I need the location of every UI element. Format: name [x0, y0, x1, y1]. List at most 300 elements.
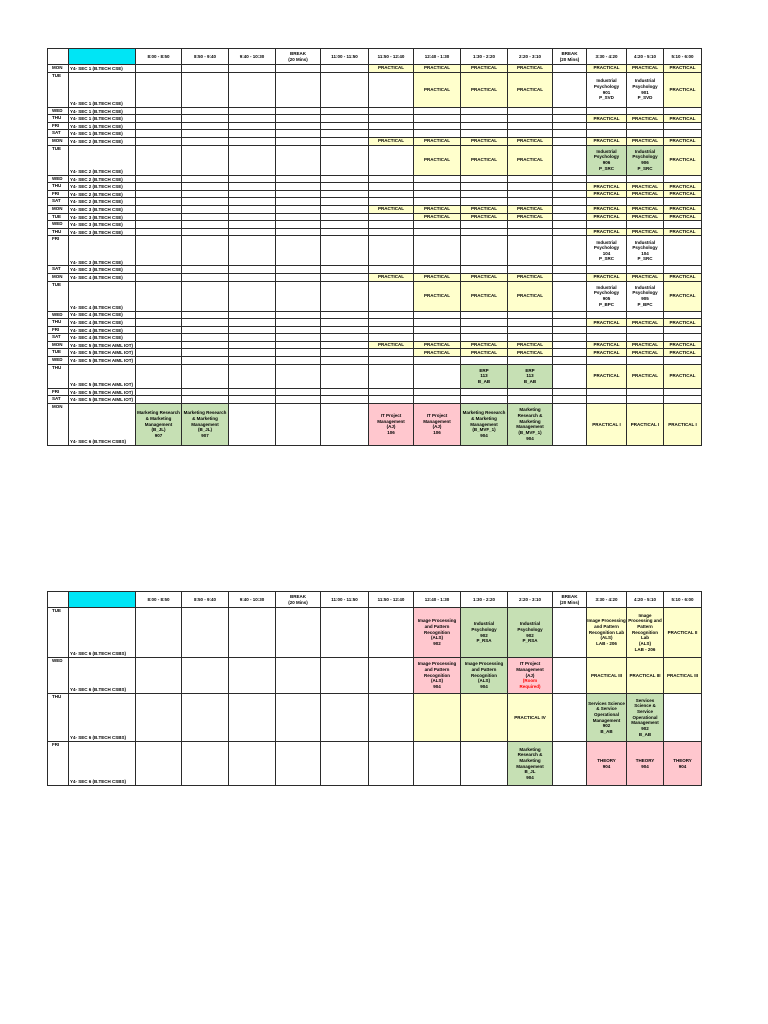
break-cell: [553, 266, 587, 274]
empty-slot-cell: [136, 349, 182, 357]
section-cell: Y4- SEC 6 (B.TECH CSBS): [69, 403, 136, 445]
empty-slot-cell: [664, 311, 702, 319]
empty-slot-cell: [229, 137, 276, 145]
class-cell: PRACTICAL IV: [508, 694, 553, 742]
empty-slot-cell: [136, 65, 182, 73]
empty-slot-cell: [182, 145, 229, 175]
day-cell: TUE: [48, 72, 69, 107]
break-header: BREAK (20 Mins): [276, 592, 321, 608]
empty-slot-cell: [508, 221, 553, 229]
break-cell: [276, 326, 321, 334]
empty-slot-cell: [369, 334, 414, 342]
break-cell: [276, 388, 321, 396]
empty-slot-cell: [321, 388, 369, 396]
empty-slot-cell: [136, 388, 182, 396]
break-cell: [553, 364, 587, 388]
empty-slot-cell: [321, 65, 369, 73]
empty-slot-cell: [182, 396, 229, 404]
break-cell: [553, 326, 587, 334]
break-cell: [276, 65, 321, 73]
empty-slot-cell: [461, 175, 508, 183]
empty-slot-cell: [369, 130, 414, 138]
empty-slot-cell: [321, 137, 369, 145]
empty-slot-cell: [414, 388, 461, 396]
class-cell: PRACTICAL: [587, 341, 627, 349]
break-cell: [553, 311, 587, 319]
empty-slot-cell: [461, 130, 508, 138]
empty-slot-cell: [182, 349, 229, 357]
class-cell: Industrial Psychology 902 P_RSA: [461, 608, 508, 658]
empty-slot-cell: [321, 198, 369, 206]
section-cell: Y4- SEC 6 (B.TECH CSBS): [69, 694, 136, 742]
empty-slot-cell: [136, 396, 182, 404]
class-cell: PRACTICAL: [664, 364, 702, 388]
break-cell: [276, 403, 321, 445]
empty-slot-cell: [229, 326, 276, 334]
empty-slot-cell: [664, 122, 702, 130]
class-cell: PRACTICAL: [508, 341, 553, 349]
class-cell: PRACTICAL: [461, 72, 508, 107]
empty-slot-cell: [321, 213, 369, 221]
empty-slot-cell: [369, 319, 414, 327]
empty-slot-cell: [664, 198, 702, 206]
empty-slot-cell: [508, 130, 553, 138]
empty-slot-cell: [664, 388, 702, 396]
day-cell: SAT: [48, 130, 69, 138]
empty-slot-cell: [369, 236, 414, 266]
empty-slot-cell: [136, 326, 182, 334]
day-cell: FRI: [48, 326, 69, 334]
empty-slot-cell: [321, 72, 369, 107]
class-cell: PRACTICAL: [664, 72, 702, 107]
class-cell: PRACTICAL: [627, 273, 664, 281]
section-cell: Y4- SEC 5 (B.TECH AIML IOT): [69, 341, 136, 349]
empty-slot-cell: [182, 72, 229, 107]
empty-slot-cell: [587, 107, 627, 115]
empty-slot-cell: [414, 311, 461, 319]
class-cell: PRACTICAL: [664, 137, 702, 145]
schedule-row: [48, 334, 702, 342]
class-cell: PRACTICAL: [587, 115, 627, 123]
section-cell: Y4- SEC 1 (B.TECH CSE): [69, 122, 136, 130]
empty-slot-cell: [369, 608, 414, 658]
empty-slot-cell: [136, 273, 182, 281]
schedule-row: [48, 349, 702, 357]
class-cell: PRACTICAL: [587, 190, 627, 198]
time-slot-header: 9:40 - 10:30: [229, 592, 276, 608]
empty-slot-cell: [229, 190, 276, 198]
timetable-sections-1-6: [47, 48, 702, 446]
empty-slot-cell: [664, 334, 702, 342]
day-cell: THU: [48, 228, 69, 236]
empty-slot-cell: [321, 190, 369, 198]
class-cell: PRACTICAL: [461, 349, 508, 357]
empty-slot-cell: [136, 311, 182, 319]
class-cell: PRACTICAL: [414, 137, 461, 145]
class-cell: PRACTICAL: [508, 349, 553, 357]
empty-slot-cell: [627, 221, 664, 229]
class-cell: Industrial Psychology 905 P_BPC: [627, 281, 664, 311]
schedule-row: [48, 175, 702, 183]
empty-slot-cell: [627, 198, 664, 206]
empty-slot-cell: [461, 388, 508, 396]
break-cell: [553, 122, 587, 130]
empty-slot-cell: [627, 388, 664, 396]
time-slot-header: 3:30 - 4:20: [587, 49, 627, 65]
class-cell: PRACTICAL II: [664, 608, 702, 658]
corner-cell: [48, 592, 69, 608]
empty-slot-cell: [229, 107, 276, 115]
break-cell: [553, 130, 587, 138]
class-cell: Image Processing and Pattern Recognition (ALS) 902: [414, 608, 461, 658]
break-cell: [276, 694, 321, 742]
empty-slot-cell: [182, 107, 229, 115]
section-cell: Y4- SEC 2 (B.TECH CSE): [69, 175, 136, 183]
empty-slot-cell: [229, 266, 276, 274]
empty-slot-cell: [627, 266, 664, 274]
empty-slot-cell: [461, 183, 508, 191]
class-cell: PRACTICAL: [369, 65, 414, 73]
break-cell: [553, 742, 587, 786]
section-cell: Y4- SEC 3 (B.TECH CSE): [69, 213, 136, 221]
break-cell: [553, 608, 587, 658]
empty-slot-cell: [136, 122, 182, 130]
empty-slot-cell: [182, 273, 229, 281]
class-cell: PRACTICAL: [664, 183, 702, 191]
empty-slot-cell: [414, 221, 461, 229]
break-cell: [553, 221, 587, 229]
break-cell: [276, 357, 321, 365]
empty-slot-cell: [136, 221, 182, 229]
empty-slot-cell: [369, 228, 414, 236]
class-cell: PRACTICAL: [627, 228, 664, 236]
empty-slot-cell: [461, 115, 508, 123]
schedule-row: [48, 281, 702, 311]
empty-slot-cell: [321, 349, 369, 357]
corner-cell: [48, 49, 69, 65]
class-cell: Image Processing and Pattern Recognition (ALS) 904: [414, 658, 461, 694]
class-cell: PRACTICAL I: [587, 403, 627, 445]
empty-slot-cell: [627, 334, 664, 342]
empty-slot-cell: [627, 311, 664, 319]
empty-slot-cell: [508, 266, 553, 274]
empty-slot-cell: [587, 130, 627, 138]
class-cell: PRACTICAL: [414, 65, 461, 73]
empty-slot-cell: [136, 266, 182, 274]
empty-slot-cell: [136, 334, 182, 342]
empty-slot-cell: [627, 175, 664, 183]
empty-slot-cell: [321, 145, 369, 175]
class-cell: Marketing Research & Marketing Management (B_MVF_1) 904: [461, 403, 508, 445]
break-cell: [553, 65, 587, 73]
empty-slot-cell: [414, 357, 461, 365]
empty-slot-cell: [369, 221, 414, 229]
empty-slot-cell: [182, 694, 229, 742]
empty-slot-cell: [136, 281, 182, 311]
empty-slot-cell: [321, 221, 369, 229]
empty-slot-cell: [321, 281, 369, 311]
empty-slot-cell: [461, 319, 508, 327]
empty-slot-cell: [182, 281, 229, 311]
empty-slot-cell: [182, 130, 229, 138]
empty-slot-cell: [229, 334, 276, 342]
empty-slot-cell: [369, 281, 414, 311]
header-row: [48, 592, 702, 608]
class-cell: Image Processing and Pattern Recognition Lab (ALS) LAB - 206: [627, 608, 664, 658]
class-cell: PRACTICAL: [664, 341, 702, 349]
empty-slot-cell: [321, 122, 369, 130]
empty-slot-cell: [369, 742, 414, 786]
empty-slot-cell: [229, 205, 276, 213]
break-cell: [276, 334, 321, 342]
section-cell: Y4- SEC 1 (B.TECH CSE): [69, 130, 136, 138]
class-cell: PRACTICAL: [414, 341, 461, 349]
schedule-row: [48, 190, 702, 198]
class-cell: ERP 113 B_AB: [461, 364, 508, 388]
empty-slot-cell: [229, 221, 276, 229]
section-cell: Y4- SEC 4 (B.TECH CSE): [69, 311, 136, 319]
time-slot-header: 8:00 - 8:50: [136, 49, 182, 65]
empty-slot-cell: [508, 107, 553, 115]
class-cell: PRACTICAL: [461, 145, 508, 175]
class-cell: PRACTICAL: [664, 65, 702, 73]
break-cell: [553, 281, 587, 311]
empty-slot-cell: [414, 115, 461, 123]
day-cell: MON: [48, 403, 69, 445]
empty-slot-cell: [229, 694, 276, 742]
class-cell: PRACTICAL: [587, 319, 627, 327]
day-cell: WED: [48, 357, 69, 365]
schedule-row: [48, 213, 702, 221]
empty-slot-cell: [587, 266, 627, 274]
break-cell: [553, 205, 587, 213]
break-cell: [553, 694, 587, 742]
empty-slot-cell: [508, 190, 553, 198]
day-cell: THU: [48, 364, 69, 388]
time-slot-header: 4:20 - 5:10: [627, 592, 664, 608]
empty-slot-cell: [414, 228, 461, 236]
time-slot-header: 3:30 - 4:20: [587, 592, 627, 608]
empty-slot-cell: [627, 357, 664, 365]
break-cell: [553, 396, 587, 404]
day-cell: TUE: [48, 349, 69, 357]
empty-slot-cell: [229, 608, 276, 658]
day-cell: SAT: [48, 334, 69, 342]
class-cell: PRACTICAL: [627, 341, 664, 349]
empty-slot-cell: [664, 236, 702, 266]
empty-slot-cell: [369, 115, 414, 123]
schedule-row: [48, 341, 702, 349]
class-cell: Industrial Psychology 905 P_BPC: [587, 281, 627, 311]
empty-slot-cell: [321, 608, 369, 658]
empty-slot-cell: [229, 388, 276, 396]
class-cell: ERP 113 B_AB: [508, 364, 553, 388]
empty-slot-cell: [587, 326, 627, 334]
empty-slot-cell: [414, 694, 461, 742]
header-highlight-cell: [69, 592, 136, 608]
empty-slot-cell: [136, 198, 182, 206]
break-cell: [276, 72, 321, 107]
section-cell: Y4- SEC 4 (B.TECH CSE): [69, 319, 136, 327]
class-cell: PRACTICAL: [414, 213, 461, 221]
empty-slot-cell: [369, 311, 414, 319]
empty-slot-cell: [182, 221, 229, 229]
class-cell: PRACTICAL: [508, 205, 553, 213]
class-cell: PRACTICAL: [369, 341, 414, 349]
empty-slot-cell: [461, 334, 508, 342]
day-cell: FRI: [48, 190, 69, 198]
time-slot-header: 1:30 - 2:20: [461, 592, 508, 608]
empty-slot-cell: [136, 364, 182, 388]
section-cell: Y4- SEC 1 (B.TECH CSE): [69, 72, 136, 107]
empty-slot-cell: [182, 319, 229, 327]
empty-slot-cell: [461, 396, 508, 404]
class-cell: Industrial Psychology 906 P_SRC: [587, 145, 627, 175]
empty-slot-cell: [369, 183, 414, 191]
schedule-row: [48, 694, 702, 742]
empty-slot-cell: [627, 122, 664, 130]
class-cell: PRACTICAL: [508, 65, 553, 73]
empty-slot-cell: [182, 742, 229, 786]
schedule-row: [48, 266, 702, 274]
empty-slot-cell: [182, 388, 229, 396]
empty-slot-cell: [508, 334, 553, 342]
break-cell: [553, 72, 587, 107]
empty-slot-cell: [369, 190, 414, 198]
class-cell: PRACTICAL: [461, 65, 508, 73]
empty-slot-cell: [369, 396, 414, 404]
empty-slot-cell: [414, 183, 461, 191]
class-cell: Marketing Research & Marketing Management B_JL 904: [508, 742, 553, 786]
class-cell: PRACTICAL: [461, 341, 508, 349]
empty-slot-cell: [229, 341, 276, 349]
class-cell: PRACTICAL: [508, 213, 553, 221]
empty-slot-cell: [182, 175, 229, 183]
schedule-row: [48, 198, 702, 206]
break-cell: [276, 742, 321, 786]
empty-slot-cell: [587, 175, 627, 183]
empty-slot-cell: [508, 236, 553, 266]
class-cell: Industrial Psychology 902 P_RSA: [508, 608, 553, 658]
empty-slot-cell: [414, 107, 461, 115]
empty-slot-cell: [229, 273, 276, 281]
break-cell: [276, 364, 321, 388]
section-cell: Y4- SEC 2 (B.TECH CSE): [69, 198, 136, 206]
empty-slot-cell: [321, 130, 369, 138]
empty-slot-cell: [461, 694, 508, 742]
class-cell: Image Processing and Pattern Recognition (ALS) 904: [461, 658, 508, 694]
section-cell: Y4- SEC 2 (B.TECH CSE): [69, 145, 136, 175]
empty-slot-cell: [136, 183, 182, 191]
class-cell: Marketing Research & Marketing Management (B_MVF_1) 904: [508, 403, 553, 445]
empty-slot-cell: [229, 357, 276, 365]
break-cell: [553, 658, 587, 694]
empty-slot-cell: [369, 364, 414, 388]
empty-slot-cell: [587, 311, 627, 319]
empty-slot-cell: [229, 115, 276, 123]
time-slot-header: 8:00 - 8:50: [136, 592, 182, 608]
section-cell: Y4- SEC 1 (B.TECH CSE): [69, 65, 136, 73]
empty-slot-cell: [182, 311, 229, 319]
empty-slot-cell: [136, 107, 182, 115]
empty-slot-cell: [587, 388, 627, 396]
schedule-row: [48, 742, 702, 786]
empty-slot-cell: [182, 364, 229, 388]
time-slot-header: 2:20 - 3:10: [508, 49, 553, 65]
class-cell: PRACTICAL: [461, 205, 508, 213]
schedule-row: [48, 658, 702, 694]
schedule-row: [48, 122, 702, 130]
class-cell: PRACTICAL: [461, 273, 508, 281]
empty-slot-cell: [321, 205, 369, 213]
break-header: BREAK (20 Mins): [276, 49, 321, 65]
empty-slot-cell: [508, 228, 553, 236]
break-cell: [276, 130, 321, 138]
break-cell: [276, 228, 321, 236]
empty-slot-cell: [321, 326, 369, 334]
day-cell: WED: [48, 311, 69, 319]
break-cell: [553, 115, 587, 123]
empty-slot-cell: [664, 266, 702, 274]
section-cell: Y4- SEC 4 (B.TECH CSE): [69, 334, 136, 342]
class-cell: PRACTICAL: [664, 190, 702, 198]
empty-slot-cell: [369, 145, 414, 175]
schedule-row: [48, 364, 702, 388]
break-cell: [276, 190, 321, 198]
empty-slot-cell: [136, 236, 182, 266]
day-cell: TUE: [48, 608, 69, 658]
empty-slot-cell: [508, 396, 553, 404]
class-cell: PRACTICAL: [664, 213, 702, 221]
class-cell: THEORY 904: [627, 742, 664, 786]
time-slot-header: 11:50 - 12:40: [369, 592, 414, 608]
empty-slot-cell: [369, 658, 414, 694]
empty-slot-cell: [182, 236, 229, 266]
empty-slot-cell: [321, 341, 369, 349]
header-highlight-cell: [69, 49, 136, 65]
class-cell: THEORY 904: [664, 742, 702, 786]
break-cell: [553, 349, 587, 357]
day-cell: THU: [48, 694, 69, 742]
section-cell: Y4- SEC 3 (B.TECH CSE): [69, 266, 136, 274]
day-cell: THU: [48, 319, 69, 327]
class-cell: PRACTICAL: [664, 145, 702, 175]
section-cell: Y4- SEC 5 (B.TECH AIML IOT): [69, 357, 136, 365]
day-cell: MON: [48, 273, 69, 281]
section-cell: Y4- SEC 2 (B.TECH CSE): [69, 183, 136, 191]
empty-slot-cell: [321, 236, 369, 266]
section-cell: Y4- SEC 2 (B.TECH CSE): [69, 190, 136, 198]
empty-slot-cell: [229, 311, 276, 319]
empty-slot-cell: [229, 403, 276, 445]
empty-slot-cell: [627, 396, 664, 404]
schedule-row: [48, 107, 702, 115]
time-slot-header: 12:40 - 1:30: [414, 592, 461, 608]
empty-slot-cell: [229, 228, 276, 236]
empty-slot-cell: [229, 396, 276, 404]
empty-slot-cell: [229, 658, 276, 694]
empty-slot-cell: [461, 190, 508, 198]
time-slot-header: 8:50 - 9:40: [182, 49, 229, 65]
class-cell: IT Project Management (AJ) (Room Required): [508, 658, 553, 694]
empty-slot-cell: [664, 107, 702, 115]
empty-slot-cell: [461, 198, 508, 206]
class-cell: PRACTICAL: [627, 65, 664, 73]
empty-slot-cell: [182, 341, 229, 349]
empty-slot-cell: [182, 266, 229, 274]
empty-slot-cell: [321, 403, 369, 445]
class-cell: PRACTICAL: [508, 145, 553, 175]
